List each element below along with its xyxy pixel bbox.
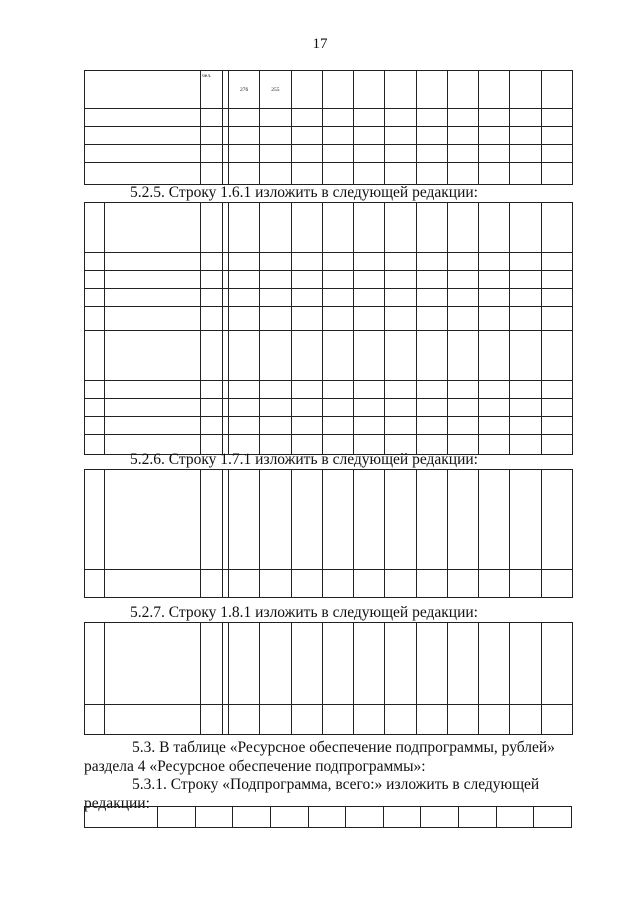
value-cell	[322, 203, 353, 253]
row-code	[85, 705, 105, 735]
value-cell	[385, 570, 416, 598]
value-cell	[447, 470, 478, 570]
value-cell	[510, 381, 541, 399]
value-cell	[479, 570, 510, 598]
paragraph-5-3-1-line2: редакции:	[84, 795, 150, 812]
row-unit	[201, 127, 223, 145]
value-cell	[385, 623, 416, 705]
value-cell	[541, 417, 572, 435]
value-cell	[447, 289, 478, 307]
table-row	[85, 253, 573, 271]
value-cell	[385, 399, 416, 417]
row-code	[85, 307, 105, 331]
value-cell	[447, 623, 478, 705]
value-cell	[229, 570, 260, 598]
row-unit	[201, 253, 223, 271]
value-cell	[354, 417, 385, 435]
budget-value-cell	[421, 807, 459, 828]
value-cell	[510, 435, 541, 455]
value-cell	[322, 289, 353, 307]
page-number: 17	[312, 36, 328, 52]
value-cell	[479, 271, 510, 289]
value-cell	[479, 163, 510, 185]
value-cell	[385, 289, 416, 307]
value-cell	[541, 71, 572, 109]
value-cell	[510, 331, 541, 381]
budget-value-cell	[308, 807, 346, 828]
row-description	[105, 470, 201, 570]
row-code	[85, 417, 105, 435]
value-cell	[354, 289, 385, 307]
value-cell	[291, 163, 322, 185]
row-unit	[201, 331, 223, 381]
table-row	[85, 705, 573, 735]
value-cell	[447, 331, 478, 381]
value-cell	[322, 127, 353, 145]
value-cell	[510, 705, 541, 735]
row-unit	[201, 417, 223, 435]
indicators-table-1-8-1	[84, 622, 573, 735]
value-cell	[510, 71, 541, 109]
value-cell	[354, 307, 385, 331]
table-row	[85, 570, 573, 598]
row-unit	[201, 271, 223, 289]
value-cell	[510, 253, 541, 271]
row-code	[85, 570, 105, 598]
value-cell	[447, 109, 478, 127]
value-cell	[322, 253, 353, 271]
value-cell	[385, 109, 416, 127]
value-cell	[229, 289, 260, 307]
row-description	[105, 705, 201, 735]
row-description	[105, 381, 201, 399]
value-cell	[416, 331, 447, 381]
value-cell	[260, 127, 291, 145]
value-cell	[260, 109, 291, 127]
value-cell	[322, 71, 353, 109]
table-row	[85, 399, 573, 417]
value-cell	[385, 307, 416, 331]
heading-5-2-6: 5.2.6. Строку 1.7.1 изложить в следующей редакции:	[130, 451, 478, 468]
value-cell	[354, 381, 385, 399]
table-row	[85, 71, 573, 109]
value-cell	[291, 331, 322, 381]
value-cell	[385, 705, 416, 735]
value-cell	[479, 381, 510, 399]
value-cell	[385, 71, 416, 109]
value-cell	[416, 109, 447, 127]
value-cell	[416, 253, 447, 271]
value-cell	[291, 271, 322, 289]
row-code	[85, 435, 105, 455]
value-cell	[354, 163, 385, 185]
value-cell	[447, 705, 478, 735]
value-cell	[416, 705, 447, 735]
value-cell	[541, 435, 572, 455]
value-cell	[447, 307, 478, 331]
row-description	[105, 253, 201, 271]
value-cell	[322, 470, 353, 570]
row-description	[105, 623, 201, 705]
budget-row-label	[85, 807, 158, 828]
value-cell	[322, 307, 353, 331]
row-description	[105, 203, 201, 253]
table-row	[85, 807, 572, 828]
value-cell	[479, 71, 510, 109]
value-cell	[260, 331, 291, 381]
value-cell	[385, 253, 416, 271]
value-cell	[447, 399, 478, 417]
paragraph-5-3-line2: раздела 4 «Ресурсное обеспечение подпрограммы»:	[84, 758, 426, 775]
value-cell	[479, 399, 510, 417]
value-cell	[354, 145, 385, 163]
value-cell	[416, 145, 447, 163]
paragraph-5-3-1-line1: 5.3.1. Строку «Подпрограмма, всего:» изложить в следующей	[132, 776, 540, 793]
value-cell	[479, 705, 510, 735]
row-code	[85, 623, 105, 705]
row-description	[105, 417, 201, 435]
budget-value-cell	[346, 807, 384, 828]
row-code	[85, 381, 105, 399]
value-cell	[354, 399, 385, 417]
value-cell	[416, 127, 447, 145]
value-cell	[510, 307, 541, 331]
row-unit	[201, 289, 223, 307]
value-cell	[385, 127, 416, 145]
value-cell	[479, 203, 510, 253]
row-unit	[201, 145, 223, 163]
budget-value-cell	[233, 807, 271, 828]
value-cell	[479, 127, 510, 145]
value-cell	[229, 203, 260, 253]
value-cell	[416, 163, 447, 185]
value-cell	[291, 127, 322, 145]
value-cell	[354, 331, 385, 381]
value-cell	[229, 145, 260, 163]
value-cell	[354, 271, 385, 289]
row-description	[105, 399, 201, 417]
value-cell	[260, 203, 291, 253]
value-cell	[260, 399, 291, 417]
row-unit	[201, 381, 223, 399]
value-cell	[354, 127, 385, 145]
value-cell	[291, 71, 322, 109]
value-cell	[510, 109, 541, 127]
value-cell	[416, 289, 447, 307]
value-cell	[541, 470, 572, 570]
value-cell	[322, 331, 353, 381]
value-cell	[510, 127, 541, 145]
value-cell	[447, 203, 478, 253]
value-cell	[291, 381, 322, 399]
table-row	[85, 163, 573, 185]
budget-value-cell	[270, 807, 308, 828]
value-cell	[291, 203, 322, 253]
value-cell	[541, 705, 572, 735]
value-cell	[479, 253, 510, 271]
value-cell	[385, 381, 416, 399]
value-cell	[447, 381, 478, 399]
value-cell	[229, 381, 260, 399]
value-cell	[541, 127, 572, 145]
value-cell	[291, 417, 322, 435]
value-cell	[447, 253, 478, 271]
value-cell	[447, 271, 478, 289]
indicators-table-continued	[84, 70, 573, 185]
value-cell	[322, 417, 353, 435]
value-cell	[479, 470, 510, 570]
value-cell	[322, 109, 353, 127]
value-cell	[291, 307, 322, 331]
table-row	[85, 203, 573, 253]
value-cell	[541, 307, 572, 331]
value-cell	[229, 705, 260, 735]
value-cell	[541, 203, 572, 253]
row-description	[105, 289, 201, 307]
value-cell	[510, 145, 541, 163]
value-cell	[260, 163, 291, 185]
value-cell	[385, 417, 416, 435]
budget-value-cell	[383, 807, 421, 828]
value-cell	[291, 623, 322, 705]
value-cell	[385, 163, 416, 185]
value-cell	[541, 253, 572, 271]
value-cell	[541, 289, 572, 307]
value-cell	[260, 381, 291, 399]
indicators-table-1-7-1	[84, 469, 573, 598]
value-cell	[229, 331, 260, 381]
table-row	[85, 307, 573, 331]
value-cell	[229, 127, 260, 145]
value-cell	[229, 623, 260, 705]
value-cell	[260, 470, 291, 570]
value-cell	[541, 623, 572, 705]
value-cell	[510, 289, 541, 307]
value-cell	[447, 163, 478, 185]
value-cell	[229, 163, 260, 185]
row-unit: чел.	[201, 71, 223, 109]
value-cell	[510, 271, 541, 289]
value-cell	[260, 289, 291, 307]
row-code	[85, 399, 105, 417]
value-cell	[416, 307, 447, 331]
value-cell	[541, 163, 572, 185]
resource-provision-table	[84, 806, 572, 828]
table-row	[85, 623, 573, 705]
value-cell	[291, 570, 322, 598]
heading-5-2-7: 5.2.7. Строку 1.8.1 изложить в следующей редакции:	[130, 604, 478, 621]
row-unit	[201, 623, 223, 705]
value-cell	[416, 470, 447, 570]
indicators-table-1-6-1	[84, 202, 573, 455]
budget-value-cell	[496, 807, 534, 828]
value-cell	[322, 623, 353, 705]
row-unit	[201, 705, 223, 735]
budget-value-cell	[195, 807, 233, 828]
value-cell	[385, 203, 416, 253]
table-row	[85, 417, 573, 435]
value-cell	[385, 331, 416, 381]
value-cell	[260, 271, 291, 289]
value-cell	[322, 705, 353, 735]
value-cell	[416, 381, 447, 399]
value-cell	[385, 145, 416, 163]
row-unit	[201, 307, 223, 331]
value-cell	[229, 271, 260, 289]
row-unit	[201, 109, 223, 127]
row-code	[85, 289, 105, 307]
value-cell	[322, 163, 353, 185]
value-cell	[385, 271, 416, 289]
value-cell	[541, 271, 572, 289]
value-cell	[354, 253, 385, 271]
value-cell	[510, 203, 541, 253]
row-description	[85, 71, 201, 109]
value-cell	[322, 271, 353, 289]
row-code	[85, 271, 105, 289]
value-cell	[260, 307, 291, 331]
value-cell	[416, 203, 447, 253]
row-code	[85, 203, 105, 253]
value-cell	[229, 307, 260, 331]
value-cell	[541, 381, 572, 399]
value-cell	[510, 417, 541, 435]
value-cell	[260, 570, 291, 598]
value-cell: 276	[229, 71, 260, 109]
value-cell	[416, 271, 447, 289]
value-cell	[447, 127, 478, 145]
paragraph-5-3	[84, 738, 572, 776]
value-cell	[541, 145, 572, 163]
value-cell: 255	[260, 71, 291, 109]
value-cell	[229, 253, 260, 271]
value-cell	[354, 570, 385, 598]
value-cell	[416, 570, 447, 598]
row-unit	[201, 203, 223, 253]
value-cell	[229, 399, 260, 417]
value-cell	[479, 417, 510, 435]
row-unit	[201, 570, 223, 598]
value-cell	[322, 145, 353, 163]
paragraph-5-3-line1: 5.3. В таблице «Ресурсное обеспечение подпрограммы, рублей»	[132, 739, 555, 756]
value-cell	[447, 417, 478, 435]
value-cell	[291, 470, 322, 570]
value-cell	[229, 109, 260, 127]
table-row	[85, 271, 573, 289]
value-cell	[479, 289, 510, 307]
value-cell	[260, 253, 291, 271]
value-cell	[479, 623, 510, 705]
row-unit	[201, 399, 223, 417]
value-cell	[416, 417, 447, 435]
value-cell	[354, 705, 385, 735]
row-code	[85, 470, 105, 570]
value-cell	[291, 399, 322, 417]
row-description	[85, 163, 201, 185]
value-cell	[510, 163, 541, 185]
table-row	[85, 470, 573, 570]
value-cell	[322, 570, 353, 598]
value-cell	[479, 145, 510, 163]
row-description	[105, 307, 201, 331]
value-cell	[416, 399, 447, 417]
value-cell	[447, 145, 478, 163]
value-cell	[354, 623, 385, 705]
value-cell	[416, 623, 447, 705]
value-cell	[354, 203, 385, 253]
value-cell	[291, 289, 322, 307]
value-cell	[322, 381, 353, 399]
table-row	[85, 145, 573, 163]
value-cell	[260, 145, 291, 163]
value-cell	[479, 331, 510, 381]
row-description	[85, 109, 201, 127]
row-unit	[201, 163, 223, 185]
row-description	[105, 570, 201, 598]
row-description	[85, 127, 201, 145]
row-description	[105, 331, 201, 381]
value-cell	[510, 623, 541, 705]
value-cell	[541, 109, 572, 127]
value-cell	[479, 307, 510, 331]
value-cell	[416, 71, 447, 109]
table-row	[85, 331, 573, 381]
value-cell	[260, 623, 291, 705]
table-row	[85, 127, 573, 145]
row-description	[85, 145, 201, 163]
table-row	[85, 289, 573, 307]
value-cell	[322, 399, 353, 417]
row-unit	[201, 470, 223, 570]
table-row	[85, 109, 573, 127]
heading-5-2-5: 5.2.5. Строку 1.6.1 изложить в следующей редакции:	[130, 184, 478, 201]
value-cell	[510, 399, 541, 417]
table-row	[85, 381, 573, 399]
budget-value-cell	[459, 807, 497, 828]
row-code	[85, 331, 105, 381]
value-cell	[291, 253, 322, 271]
value-cell	[541, 570, 572, 598]
value-cell	[447, 71, 478, 109]
value-cell	[291, 145, 322, 163]
value-cell	[541, 331, 572, 381]
row-description	[105, 271, 201, 289]
value-cell	[260, 705, 291, 735]
value-cell	[229, 417, 260, 435]
value-cell	[260, 417, 291, 435]
value-cell	[510, 470, 541, 570]
value-cell	[291, 109, 322, 127]
value-cell	[510, 570, 541, 598]
value-cell	[354, 109, 385, 127]
value-cell	[479, 435, 510, 455]
value-cell	[479, 109, 510, 127]
value-cell	[354, 470, 385, 570]
value-cell	[385, 470, 416, 570]
value-cell	[541, 399, 572, 417]
value-cell	[291, 705, 322, 735]
value-cell	[354, 71, 385, 109]
value-cell	[229, 470, 260, 570]
budget-value-cell	[158, 807, 196, 828]
budget-value-cell	[534, 807, 572, 828]
row-code	[85, 253, 105, 271]
value-cell	[447, 570, 478, 598]
